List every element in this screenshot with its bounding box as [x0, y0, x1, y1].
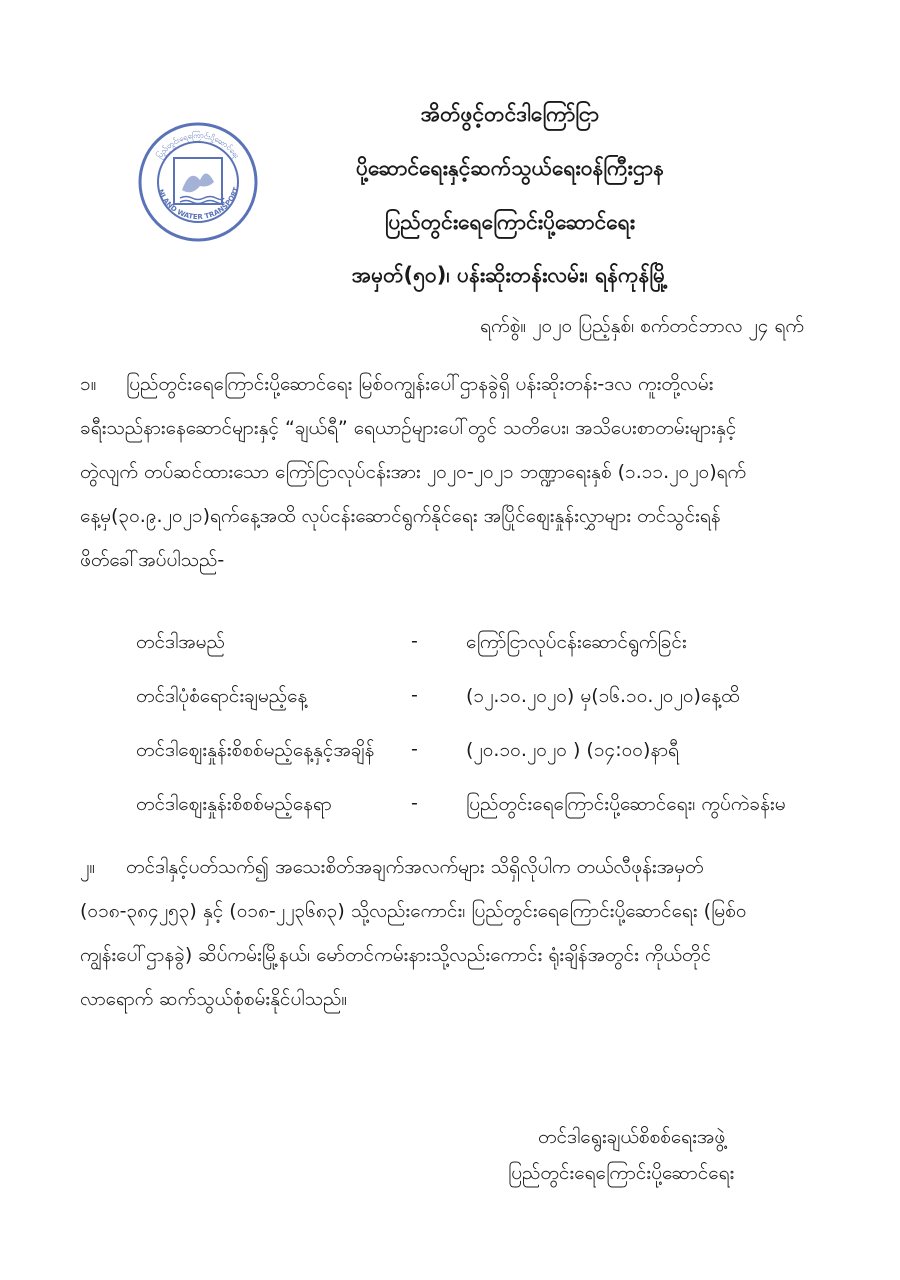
notice-title: အိတ်ဖွင့်တင်ဒါကြော်ငြာ [420, 102, 600, 126]
paragraph-1 [80, 362, 824, 582]
detail-row-opening-place [136, 792, 856, 846]
seal-text-bottom: NLAND WATER TRANSPORT [156, 186, 241, 222]
detail-dash: - [411, 630, 418, 652]
detail-row-sale-date [136, 684, 856, 738]
paragraph-2-line: (၀၁၈-၃၈၄၂၅၃) နှင့် (၀၁၈-၂၂၃၆၈၃) သို့လည်းကောင်း၊ ပြည်တွင်းရေကြောင်းပို့ဆောင်ရေး (မြစ်ဝ [80, 900, 747, 922]
notice-date: ရက်စွဲ။ ၂၀၂၀ ပြည့်နှစ်၊ စက်တင်ဘာလ ၂၄ ရက် [480, 315, 804, 337]
detail-label: တင်ဒါစျေးနှုန်းစိစစ်မည့်နေရာ [136, 793, 332, 815]
detail-value: ကြော်ငြာလုပ်ငန်းဆောင်ရွက်ခြင်း [466, 631, 687, 653]
paragraph-2-line: လာရောက် ဆက်သွယ်စုံစမ်းနိုင်ပါသည်။ [80, 988, 348, 1010]
paragraph-1-line: နေ့မှ(၃၀.၉.၂၀၂၁)ရက်နေ့အထိ လုပ်ငန်းဆောင်ရွက်နိုင်ရေး အပြိုင်စျေးနှုန်းလွှာများ တင်သွင်းရန် [80, 505, 721, 527]
detail-dash: - [411, 684, 418, 706]
paragraph-2-line: ကျွန်းပေါ်ဌာနခွဲ) ဆိပ်ကမ်းမြို့နယ်၊ မော်တင်ကမ်းနားသို့လည်းကောင်း ရုံးချိန်အတွင်း ကိုယ်တိုင် [80, 944, 712, 966]
signature-committee: တင်ဒါရွေးချယ်စိစစ်ရေးအဖွဲ့ [538, 1126, 726, 1148]
tender-details [136, 630, 856, 846]
paragraph-1-line: တွဲလျက် တပ်ဆင်ထားသော ကြော်ငြာလုပ်ငန်းအား ၂၀၂၀-၂၀၂၁ ဘဏ္ဍာရေးနှစ် (၁.၁၁.၂၀၂၀)ရက် [80, 461, 747, 483]
detail-value: (၁၂.၁၀.၂၀၂၀) မှ(၁၆.၁၀.၂၀၂၀)နေ့ထိ [466, 685, 740, 707]
detail-row-tender-name [136, 630, 856, 684]
detail-row-opening-time [136, 738, 856, 792]
inland-water-transport-seal [136, 120, 260, 244]
paragraph-1-line: ခရီးသည်နားနေဆောင်များနှင့် “ချယ်ရီ” ရေယာဉ်များပေါ်တွင် သတိပေး၊ အသိပေးစာတမ်းများနှင့် [80, 417, 737, 439]
office-address: အမှတ်(၅၀)၊ ပန်းဆိုးတန်းလမ်း၊ ရန်ကုန်မြို့ [351, 263, 669, 287]
detail-value: (၂၀.၁၀.၂၀၂၀ ) (၁၄:၀၀)နာရီ [466, 739, 679, 761]
paragraph-2 [80, 845, 824, 1021]
signature-department: ပြည်တွင်းရေကြောင်းပို့ဆောင်ရေး [508, 1162, 735, 1184]
seal-text-top: ပြည်တွင်းရေကြောင်းပို့ဆောင်ရေး [154, 130, 242, 161]
ministry-name: ပို့ဆောင်ရေးနှင့်ဆက်သွယ်ရေးဝန်ကြီးဌာန [356, 156, 664, 180]
seal-graphic [136, 120, 260, 244]
paragraph-number: ၁။ [80, 373, 97, 395]
detail-dash: - [411, 738, 418, 760]
paragraph-1-line: ၁။ ပြည်တွင်းရေကြောင်းပို့ဆောင်ရေး မြစ်ဝကျွန်းပေါ်ဌာနခွဲရှိ ပန်းဆိုးတန်း-ဒလ ကူးတို့လမ်း [80, 362, 824, 406]
paragraph-1-line: ဖိတ်ခေါ်အပ်ပါသည်- [80, 549, 225, 571]
detail-value: ပြည်တွင်းရေကြောင်းပို့ဆောင်ရေး၊ ကွပ်ကဲခန်းမ [466, 793, 786, 815]
detail-dash: - [411, 792, 418, 814]
paragraph-2-line: ၂။ တင်ဒါနှင့်ပတ်သက်၍ အသေးစိတ်အချက်အလက်များ သိရှိလိုပါက တယ်လီဖုန်းအမှတ် [80, 845, 824, 889]
detail-label: တင်ဒါစျေးနှုန်းစိစစ်မည့်နေ့နှင့်အချိန် [136, 739, 375, 761]
department-name: ပြည်တွင်းရေကြောင်းပို့ဆောင်ရေး [384, 210, 636, 234]
detail-label: တင်ဒါပုံစံရောင်းချမည့်နေ့ [136, 685, 308, 707]
paragraph-number: ၂။ [80, 856, 96, 878]
detail-label: တင်ဒါအမည် [136, 631, 225, 653]
